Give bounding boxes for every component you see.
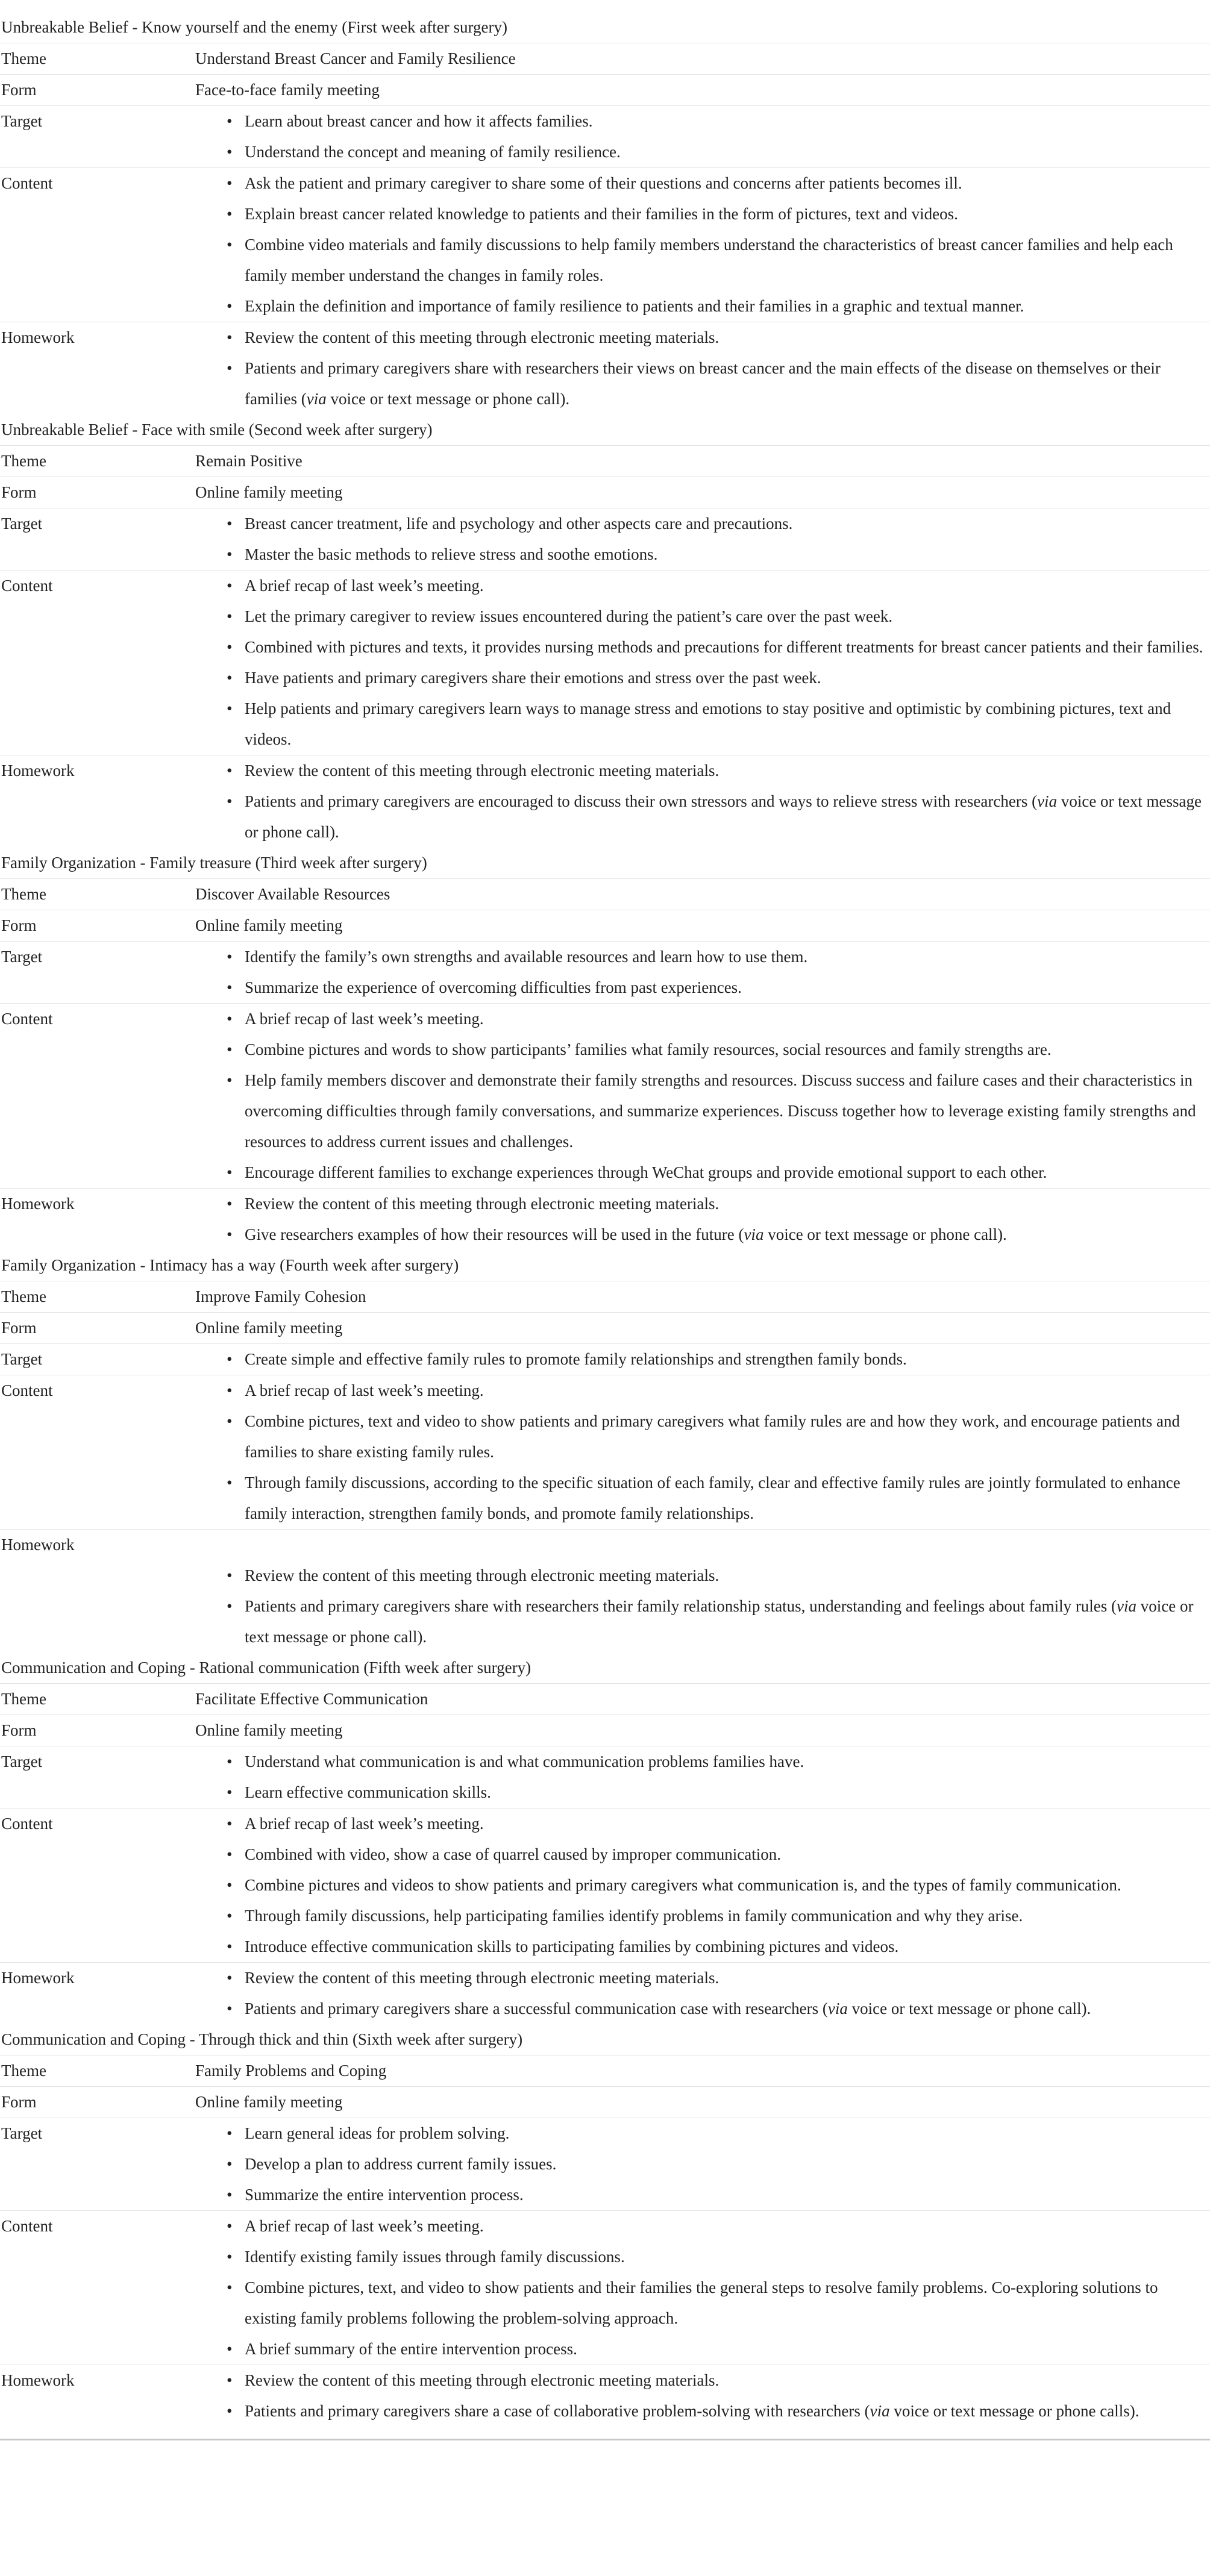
- homework-item-text: Review the content of this meeting through electronic meeting materials.: [245, 2371, 719, 2389]
- form-label: Form: [1, 1319, 37, 1337]
- homework-item: [227, 322, 1204, 353]
- content-item: [227, 571, 1204, 601]
- form-value: Online family meeting: [195, 1319, 343, 1337]
- homework-item-text: Patients and primary caregivers are encouraged to discuss their own stressors and ways to relieve stress with researchers (: [245, 792, 1038, 810]
- form-row: [0, 1312, 1210, 1343]
- homework-item: [227, 353, 1204, 414]
- content-item: [227, 1931, 1204, 1962]
- homework-item-after: voice or text message or phone call).: [245, 792, 1202, 841]
- content-row: [0, 1003, 1210, 1188]
- homework-item-text: Review the content of this meeting through electronic meeting materials.: [245, 1195, 719, 1213]
- target-value: [195, 106, 1210, 167]
- theme-label: Theme: [1, 452, 46, 470]
- target-value: [195, 1746, 1210, 1808]
- session-block: [0, 1250, 1210, 1652]
- content-item-text: A brief recap of last week’s meeting.: [245, 577, 484, 595]
- session-block: [0, 2024, 1210, 2427]
- content-item: [227, 1870, 1204, 1901]
- content-item-text: A brief recap of last week’s meeting.: [245, 2217, 484, 2235]
- homework-label: Homework: [1, 2371, 75, 2389]
- session-block: [0, 848, 1210, 1250]
- homework-value: [195, 1189, 1210, 1250]
- content-item: [227, 632, 1204, 663]
- content-item-text: Combine pictures and words to show participants’ families what family resources, social resources and family strengths are.: [245, 1040, 1052, 1058]
- content-item-text: Introduce effective communication skills to participating families by combining pictures and videos.: [245, 1937, 899, 1955]
- form-row: [0, 2086, 1210, 2118]
- content-item-text: Combine pictures, text and video to show patients and primary caregivers what family rules are and how they work, and encourage patients and families to share existing family rules.: [245, 1412, 1180, 1461]
- homework-item-after: voice or text message or phone call).: [847, 1999, 1091, 2018]
- target-list: [195, 508, 1204, 570]
- homework-item-text: Patients and primary caregivers share with researchers their views on breast cancer and the main effects of the disease on themselves or their families (: [245, 359, 1161, 408]
- target-item: [227, 942, 1204, 972]
- content-item-text: Through family discussions, help participating families identify problems in family communication and why they arise.: [245, 1907, 1023, 1925]
- content-item: [227, 1809, 1204, 1839]
- homework-item-text: Give researchers examples of how their resources will be used in the future (: [245, 1225, 744, 1243]
- session-title: Communication and Coping - Rational communication (Fifth week after surgery): [1, 1658, 531, 1677]
- session-title: Family Organization - Family treasure (Third week after surgery): [1, 854, 427, 872]
- homework-item: [227, 1993, 1204, 2024]
- target-row: [0, 2118, 1210, 2210]
- form-row: [0, 910, 1210, 941]
- theme-label: Theme: [1, 49, 46, 67]
- target-label: Target: [1, 112, 43, 130]
- content-label: Content: [1, 1815, 53, 1833]
- content-item: [227, 1901, 1204, 1931]
- target-item: [227, 2118, 1204, 2149]
- target-label: Target: [1, 1350, 43, 1368]
- content-item: [227, 2211, 1204, 2242]
- form-value: Face-to-face family meeting: [195, 81, 380, 99]
- content-item-text: Ask the patient and primary caregiver to share some of their questions and concerns after patients becomes ill.: [245, 174, 962, 192]
- content-item-text: Explain breast cancer related knowledge to patients and their families in the form of pictures, text and videos.: [245, 205, 958, 223]
- homework-item: [227, 1189, 1204, 1219]
- content-item-text: Let the primary caregiver to review issues encountered during the patient’s care over the past week.: [245, 607, 893, 625]
- homework-item-text: Review the content of this meeting through electronic meeting materials.: [245, 1969, 719, 1987]
- content-row: [0, 570, 1210, 755]
- theme-row: [0, 445, 1210, 477]
- homework-item: [227, 2365, 1204, 2396]
- session-block: [0, 12, 1210, 414]
- content-list: [195, 571, 1204, 755]
- content-row: [0, 2210, 1210, 2365]
- homework-item: [227, 2396, 1204, 2427]
- target-item: [227, 137, 1204, 167]
- content-item: [227, 693, 1204, 755]
- homework-item-after: voice or text message or phone call).: [763, 1225, 1007, 1243]
- target-item-text: Master the basic methods to relieve stress and soothe emotions.: [245, 545, 658, 563]
- content-item: [227, 1034, 1204, 1065]
- homework-item-italic: via: [306, 390, 327, 408]
- content-label: Content: [1, 1381, 53, 1399]
- form-label: Form: [1, 483, 37, 501]
- form-label: Form: [1, 916, 37, 934]
- theme-row: [0, 43, 1210, 74]
- homework-list: [195, 1189, 1204, 1250]
- form-row: [0, 1715, 1210, 1746]
- theme-value: Family Problems and Coping: [195, 2062, 387, 2080]
- target-row: [0, 105, 1210, 167]
- homework-row: [0, 2365, 1210, 2427]
- target-item: [227, 1344, 1204, 1375]
- theme-label: Theme: [1, 885, 46, 903]
- session-title: Family Organization - Intimacy has a way (Fourth week after surgery): [1, 1256, 459, 1274]
- homework-item-italic: via: [870, 2402, 890, 2420]
- target-label: Target: [1, 1752, 43, 1771]
- homework-item: [227, 1591, 1204, 1652]
- homework-list: [195, 1963, 1204, 2024]
- session-title: Communication and Coping - Through thick and thin (Sixth week after surgery): [1, 2030, 523, 2048]
- target-row: [0, 508, 1210, 570]
- target-item: [227, 2149, 1204, 2180]
- target-item: [227, 508, 1204, 539]
- content-item-text: A brief recap of last week’s meeting.: [245, 1381, 484, 1399]
- theme-row: [0, 1281, 1210, 1312]
- homework-item-italic: via: [1037, 792, 1058, 810]
- form-label: Form: [1, 1721, 37, 1739]
- homework-item-italic: via: [827, 1999, 848, 2018]
- content-label: Content: [1, 2217, 53, 2235]
- homework-label: Homework: [1, 1536, 75, 1554]
- homework-item-italic: via: [1117, 1597, 1137, 1615]
- content-item: [227, 2242, 1204, 2272]
- homework-item-text: Review the content of this meeting through electronic meeting materials.: [245, 761, 719, 780]
- content-row: [0, 1375, 1210, 1529]
- theme-label: Theme: [1, 1287, 46, 1305]
- theme-row: [0, 878, 1210, 910]
- target-item: [227, 106, 1204, 137]
- content-item: [227, 168, 1204, 199]
- content-item: [227, 1157, 1204, 1188]
- homework-label: Homework: [1, 761, 75, 780]
- homework-row: [0, 322, 1210, 414]
- theme-value: Improve Family Cohesion: [195, 1287, 366, 1305]
- content-item: [227, 1839, 1204, 1870]
- target-item-text: Identify the family’s own strengths and available resources and learn how to use them.: [245, 948, 808, 966]
- homework-value: [195, 1530, 1210, 1652]
- content-item: [227, 663, 1204, 693]
- homework-row: [0, 1529, 1210, 1652]
- homework-item-text: Patients and primary caregivers share with researchers their family relationship status, understanding and feelings about family rules (: [245, 1597, 1117, 1615]
- content-list: [195, 168, 1204, 322]
- session-title: Unbreakable Belief - Know yourself and the enemy (First week after surgery): [1, 18, 507, 36]
- form-value: Online family meeting: [195, 916, 343, 934]
- target-item: [227, 1746, 1204, 1777]
- target-value: [195, 508, 1210, 570]
- theme-value: Understand Breast Cancer and Family Resilience: [195, 49, 516, 67]
- content-item: [227, 199, 1204, 230]
- content-item-text: Identify existing family issues through family discussions.: [245, 2248, 625, 2266]
- content-item: [227, 291, 1204, 322]
- content-value: [195, 1809, 1210, 1962]
- homework-row: [0, 1962, 1210, 2024]
- target-item-text: Learn effective communication skills.: [245, 1783, 491, 1801]
- homework-item: [227, 1963, 1204, 1993]
- form-label: Form: [1, 81, 37, 99]
- homework-item: [227, 1560, 1204, 1591]
- content-value: [195, 168, 1210, 322]
- target-label: Target: [1, 2124, 43, 2142]
- theme-value: Facilitate Effective Communication: [195, 1690, 428, 1708]
- homework-item: [227, 1219, 1204, 1250]
- content-item-text: Combine pictures, text, and video to show patients and their families the general steps to resolve family problems. Co-exploring solutions to existing family problems following the problem-solving approach.: [245, 2278, 1158, 2327]
- content-item-text: Help patients and primary caregivers learn ways to manage stress and emotions to stay positive and optimistic by combining pictures, text and videos.: [245, 699, 1171, 748]
- target-item: [227, 2180, 1204, 2210]
- target-list: [195, 2118, 1204, 2210]
- target-list: [195, 942, 1204, 1003]
- target-list: [195, 1344, 1204, 1375]
- target-value: [195, 1344, 1210, 1375]
- target-item-text: Understand what communication is and what communication problems families have.: [245, 1752, 804, 1771]
- homework-label: Homework: [1, 328, 75, 346]
- theme-label: Theme: [1, 1690, 46, 1708]
- theme-value: Discover Available Resources: [195, 885, 390, 903]
- content-item: [227, 1468, 1204, 1529]
- target-value: [195, 942, 1210, 1003]
- content-row: [0, 1808, 1210, 1962]
- homework-value: [195, 2365, 1210, 2427]
- homework-row: [0, 1188, 1210, 1250]
- form-value: Online family meeting: [195, 2093, 343, 2111]
- homework-label: Homework: [1, 1969, 75, 1987]
- homework-label: Homework: [1, 1195, 75, 1213]
- homework-list: [195, 1560, 1204, 1652]
- content-item: [227, 1065, 1204, 1157]
- form-label: Form: [1, 2093, 37, 2111]
- theme-label: Theme: [1, 2062, 46, 2080]
- homework-row: [0, 755, 1210, 848]
- content-item: [227, 2272, 1204, 2334]
- form-row: [0, 74, 1210, 105]
- target-row: [0, 1343, 1210, 1375]
- target-label: Target: [1, 948, 43, 966]
- homework-list: [195, 2365, 1204, 2427]
- session-block: [0, 1652, 1210, 2024]
- target-label: Target: [1, 514, 43, 533]
- homework-item: [227, 786, 1204, 848]
- content-item-text: Have patients and primary caregivers share their emotions and stress over the past week.: [245, 669, 821, 687]
- target-row: [0, 941, 1210, 1003]
- form-row: [0, 477, 1210, 508]
- content-row: [0, 167, 1210, 322]
- content-item: [227, 1406, 1204, 1468]
- content-item-text: A brief summary of the entire intervention process.: [245, 2340, 577, 2358]
- content-item-text: A brief recap of last week’s meeting.: [245, 1010, 484, 1028]
- table-bottom-rule: [0, 2439, 1210, 2440]
- target-list: [195, 1746, 1204, 1808]
- content-item-text: Combine video materials and family discussions to help family members understand the characteristics of breast cancer families and help each family member understand the changes in family roles.: [245, 236, 1173, 284]
- content-item-text: Explain the definition and importance of family resilience to patients and their families in a graphic and textual manner.: [245, 297, 1024, 315]
- target-item-text: Create simple and effective family rules to promote family relationships and strengthen family bonds.: [245, 1350, 907, 1368]
- theme-value: Remain Positive: [195, 452, 302, 470]
- homework-item: [227, 755, 1204, 786]
- target-item-text: Summarize the entire intervention process.: [245, 2186, 524, 2204]
- homework-list: [195, 322, 1204, 414]
- content-item-text: A brief recap of last week’s meeting.: [245, 1815, 484, 1833]
- content-label: Content: [1, 174, 53, 192]
- content-item: [227, 1004, 1204, 1034]
- content-item: [227, 601, 1204, 632]
- session-title: Unbreakable Belief - Face with smile (Second week after surgery): [1, 420, 433, 439]
- target-item: [227, 972, 1204, 1003]
- homework-value: [195, 755, 1210, 848]
- target-item: [227, 539, 1204, 570]
- content-item-text: Help family members discover and demonstrate their family strengths and resources. Discuss success and failure cases and their characteristics in overcoming difficulties through family conversations, and summarize experiences. Discuss together how to leverage existing family strengths and resources to address current issues and challenges.: [245, 1071, 1196, 1151]
- target-item-text: Understand the concept and meaning of family resilience.: [245, 143, 621, 161]
- content-item-text: Combined with pictures and texts, it provides nursing methods and precautions for different treatments for breast cancer patients and their families.: [245, 638, 1203, 656]
- content-item-text: Combine pictures and videos to show patients and primary caregivers what communication is, and the types of family communication.: [245, 1876, 1121, 1894]
- target-item: [227, 1777, 1204, 1808]
- target-item-text: Breast cancer treatment, life and psychology and other aspects care and precautions.: [245, 514, 793, 533]
- content-item-text: Through family discussions, according to the specific situation of each family, clear and effective family rules are jointly formulated to enhance family interaction, strengthen family bonds, and promote family relationships.: [245, 1474, 1180, 1522]
- content-value: [195, 571, 1210, 755]
- target-item-text: Learn general ideas for problem solving.: [245, 2124, 510, 2142]
- theme-row: [0, 2055, 1210, 2086]
- homework-item-text: Review the content of this meeting through electronic meeting materials.: [245, 1566, 719, 1584]
- content-value: [195, 2211, 1210, 2365]
- target-row: [0, 1746, 1210, 1808]
- theme-row: [0, 1683, 1210, 1715]
- target-value: [195, 2118, 1210, 2210]
- homework-item-text: Patients and primary caregivers share a case of collaborative problem-solving with researchers (: [245, 2402, 870, 2420]
- target-item-text: Summarize the experience of overcoming difficulties from past experiences.: [245, 978, 742, 996]
- target-list: [195, 106, 1204, 167]
- content-item: [227, 230, 1204, 291]
- content-label: Content: [1, 1010, 53, 1028]
- content-list: [195, 1004, 1204, 1188]
- content-item: [227, 2334, 1204, 2365]
- content-list: [195, 2211, 1204, 2365]
- content-value: [195, 1375, 1210, 1529]
- target-item-text: Learn about breast cancer and how it affects families.: [245, 112, 593, 130]
- content-item-text: Combined with video, show a case of quarrel caused by improper communication.: [245, 1845, 782, 1863]
- homework-item-italic: via: [744, 1225, 764, 1243]
- content-label: Content: [1, 577, 53, 595]
- homework-list: [195, 755, 1204, 848]
- homework-item-after: voice or text message or phone call).: [326, 390, 570, 408]
- content-item-text: Encourage different families to exchange experiences through WeChat groups and provide emotional support to each other.: [245, 1163, 1047, 1181]
- homework-item-after: voice or text message or phone call).: [245, 1597, 1194, 1646]
- content-value: [195, 1004, 1210, 1188]
- homework-item-text: Review the content of this meeting through electronic meeting materials.: [245, 328, 719, 346]
- homework-item-after: voice or text message or phone calls).: [889, 2402, 1139, 2420]
- content-item: [227, 1375, 1204, 1406]
- target-item-text: Develop a plan to address current family issues.: [245, 2155, 557, 2173]
- form-value: Online family meeting: [195, 1721, 343, 1739]
- form-value: Online family meeting: [195, 483, 343, 501]
- content-list: [195, 1809, 1204, 1962]
- content-list: [195, 1375, 1204, 1529]
- homework-value: [195, 1963, 1210, 2024]
- homework-item-text: Patients and primary caregivers share a successful communication case with researchers (: [245, 1999, 828, 2018]
- session-block: [0, 414, 1210, 848]
- homework-value: [195, 322, 1210, 414]
